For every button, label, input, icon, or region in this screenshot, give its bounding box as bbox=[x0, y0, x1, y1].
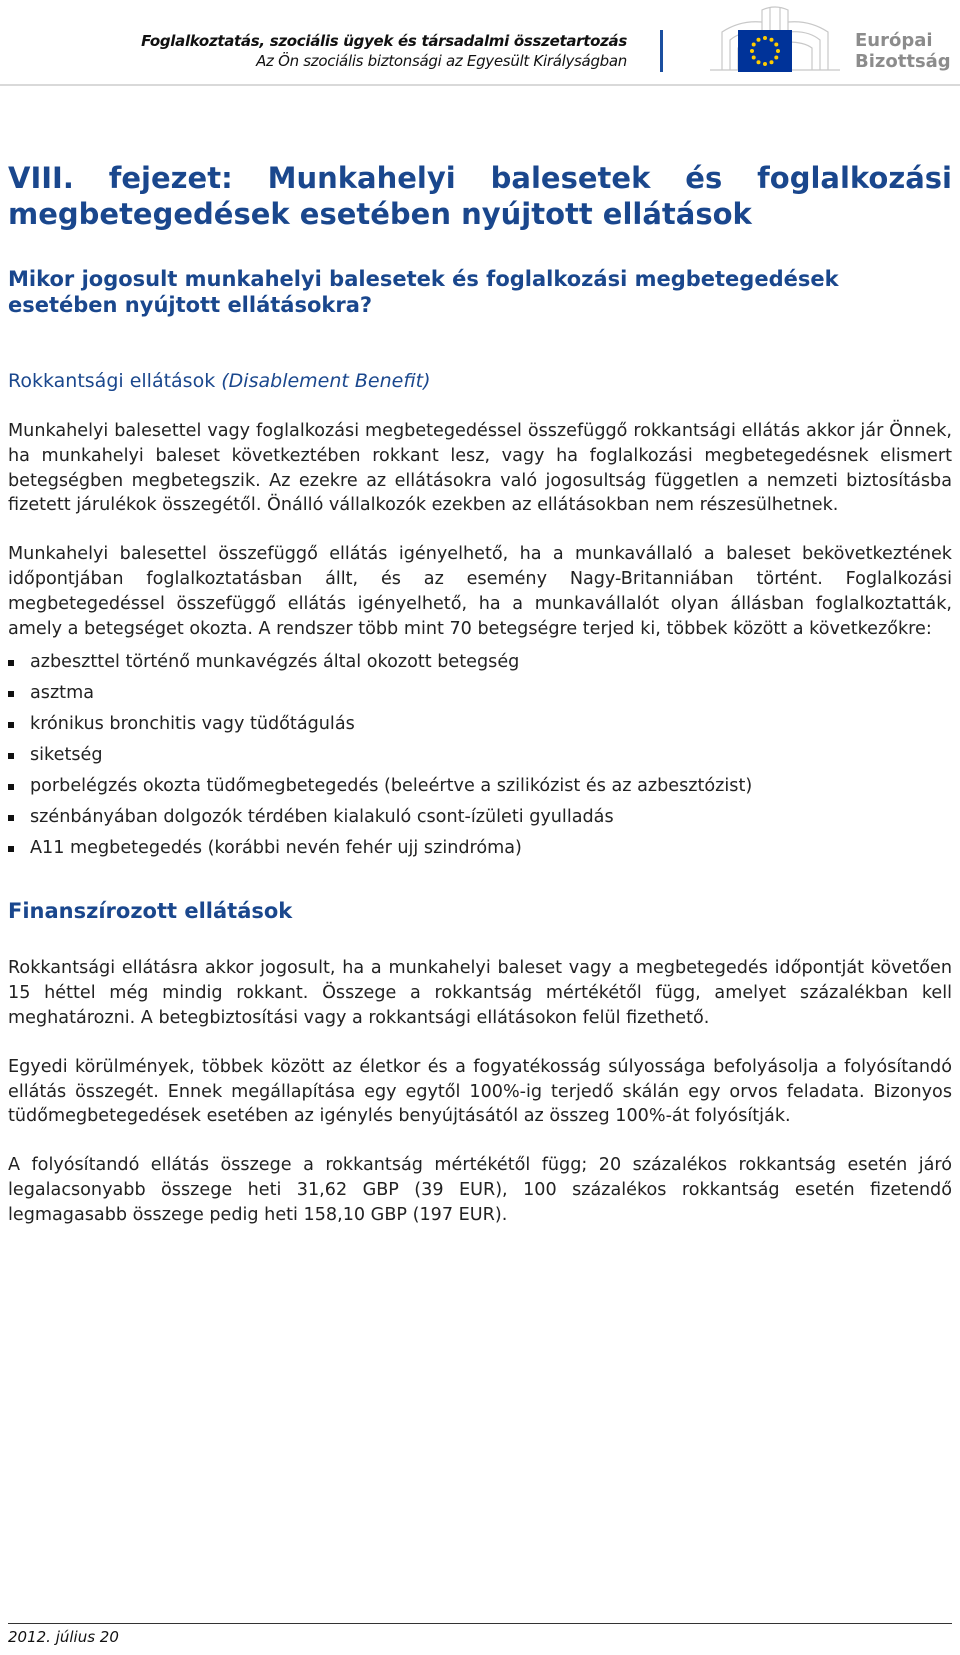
list-item-text: krónikus bronchitis vagy tüdőtágulás bbox=[30, 714, 355, 735]
list-item bbox=[8, 647, 952, 678]
list-item bbox=[8, 678, 952, 709]
footer-rule bbox=[8, 1623, 952, 1624]
bullet-icon bbox=[8, 815, 14, 821]
header-divider bbox=[660, 30, 663, 72]
header-subtitle: Az Ön szociális biztonsági az Egyesült Királyságban bbox=[256, 52, 627, 70]
bullet-icon bbox=[8, 660, 14, 666]
footer-date: 2012. július 20 bbox=[8, 1628, 119, 1646]
list-item-text: A11 megbetegedés (korábbi nevén fehér ujj szindróma) bbox=[30, 838, 522, 859]
header-department: Foglalkoztatás, szociális ügyek és társadalmi összetartozás bbox=[141, 32, 627, 50]
financed-paragraph-3: A folyósítandó ellátás összege a rokkantság mértékétől függ; 20 százalékos rokkantság esetén járó legalacsonyabb összege heti 31,62 GBP (39 EUR), 100 százalékos rokkantság esetén fizetendő legmagasabb összege pedig heti 158,10 GBP (197 EUR). bbox=[8, 1155, 952, 1225]
list-item bbox=[8, 709, 952, 740]
disablement-paragraph-1: Munkahelyi balesettel vagy foglalkozási megbetegedéssel összefüggő rokkantsági ellátás akkor jár Önnek, ha munkahelyi baleset következtében rokkant lesz, vagy ha foglalkozási megbetegedésnek elismert betegségben megbetegszik. Az ezekre az ellátásokra való jogosultság független a nemzeti biztosításba fizetett járulékok összegétől. Önálló vállalkozók ezekben az ellátásokban nem részesülhetnek. bbox=[8, 421, 952, 516]
financed-paragraph-1: Rokkantsági ellátásra akkor jogosult, ha a munkahelyi baleset vagy a megbetegedés időpontját követően 15 héttel még mindig rokkant. Összege a rokkantság mértékétől függ, amelyet százalékban kell meghatározni. A betegbiztosítási vagy a rokkantsági ellátásokon felül fizethető. bbox=[8, 958, 952, 1028]
eu-flag-icon bbox=[738, 30, 792, 72]
list-item bbox=[8, 833, 952, 864]
eligibility-question: Mikor jogosult munkahelyi balesetek és foglalkozási megbetegedések esetében nyújtott ellátásokra? bbox=[8, 267, 839, 317]
disablement-heading bbox=[8, 369, 952, 393]
list-item-text: siketség bbox=[30, 745, 103, 766]
list-item-text: asztma bbox=[30, 683, 95, 704]
financed-paragraph-2: Egyedi körülmények, többek között az életkor és a fogyatékosság súlyossága befolyásolja a folyósítandó ellátás összegét. Ennek megállapítása egy egytől 100%-ig terjedő skálán egy orvos feladata. Bizonyos tüdőmegbetegedések esetében az igénylés benyújtásától az összeg 100%-át folyósítják. bbox=[8, 1056, 952, 1127]
bullet-icon bbox=[8, 722, 14, 728]
disablement-paragraph-2: Munkahelyi balesettel összefüggő ellátás igényelhető, ha a munkavállaló a baleset bekövetkeztének időpontjában foglalkoztatásban állt, és az esemény Nagy-Britanniában történt. Foglalkozási megbetegedéssel összefüggő ellátás igényelhető, ha a munkavállalót olyan állásban foglalkoztatták, amely a betegséget okozta. A rendszer több mint 70 betegségre terjed ki, többek között a következőkre: bbox=[8, 544, 952, 639]
list-item-text: azbeszttel történő munkavégzés által okozott betegség bbox=[30, 652, 520, 673]
disablement-heading-en: (Disablement Benefit) bbox=[221, 370, 431, 392]
disease-list bbox=[8, 647, 952, 864]
document-body bbox=[8, 160, 952, 1228]
bullet-icon bbox=[8, 846, 14, 852]
logo-line-2: Bizottság bbox=[855, 51, 951, 72]
list-item bbox=[8, 802, 952, 833]
bullet-icon bbox=[8, 753, 14, 759]
list-item bbox=[8, 771, 952, 802]
list-item-text: porbelégzés okozta tüdőmegbetegedés (beleértve a szilikózist és az azbesztózist) bbox=[30, 776, 753, 797]
header-rule bbox=[0, 84, 960, 86]
commission-logo-text bbox=[855, 30, 951, 72]
chapter-title: VIII. fejezet: Munkahelyi balesetek és foglalkozási megbetegedések esetében nyújtott ellátások bbox=[8, 161, 952, 231]
financed-heading: Finanszírozott ellátások bbox=[8, 899, 293, 924]
list-item bbox=[8, 740, 952, 771]
page-header bbox=[0, 0, 960, 88]
bullet-icon bbox=[8, 691, 14, 697]
disablement-heading-hu: Rokkantsági ellátások bbox=[8, 370, 216, 392]
bullet-icon bbox=[8, 784, 14, 790]
list-item-text: szénbányában dolgozók térdében kialakuló csont-ízületi gyulladás bbox=[30, 807, 614, 828]
logo-line-1: Európai bbox=[855, 30, 933, 51]
